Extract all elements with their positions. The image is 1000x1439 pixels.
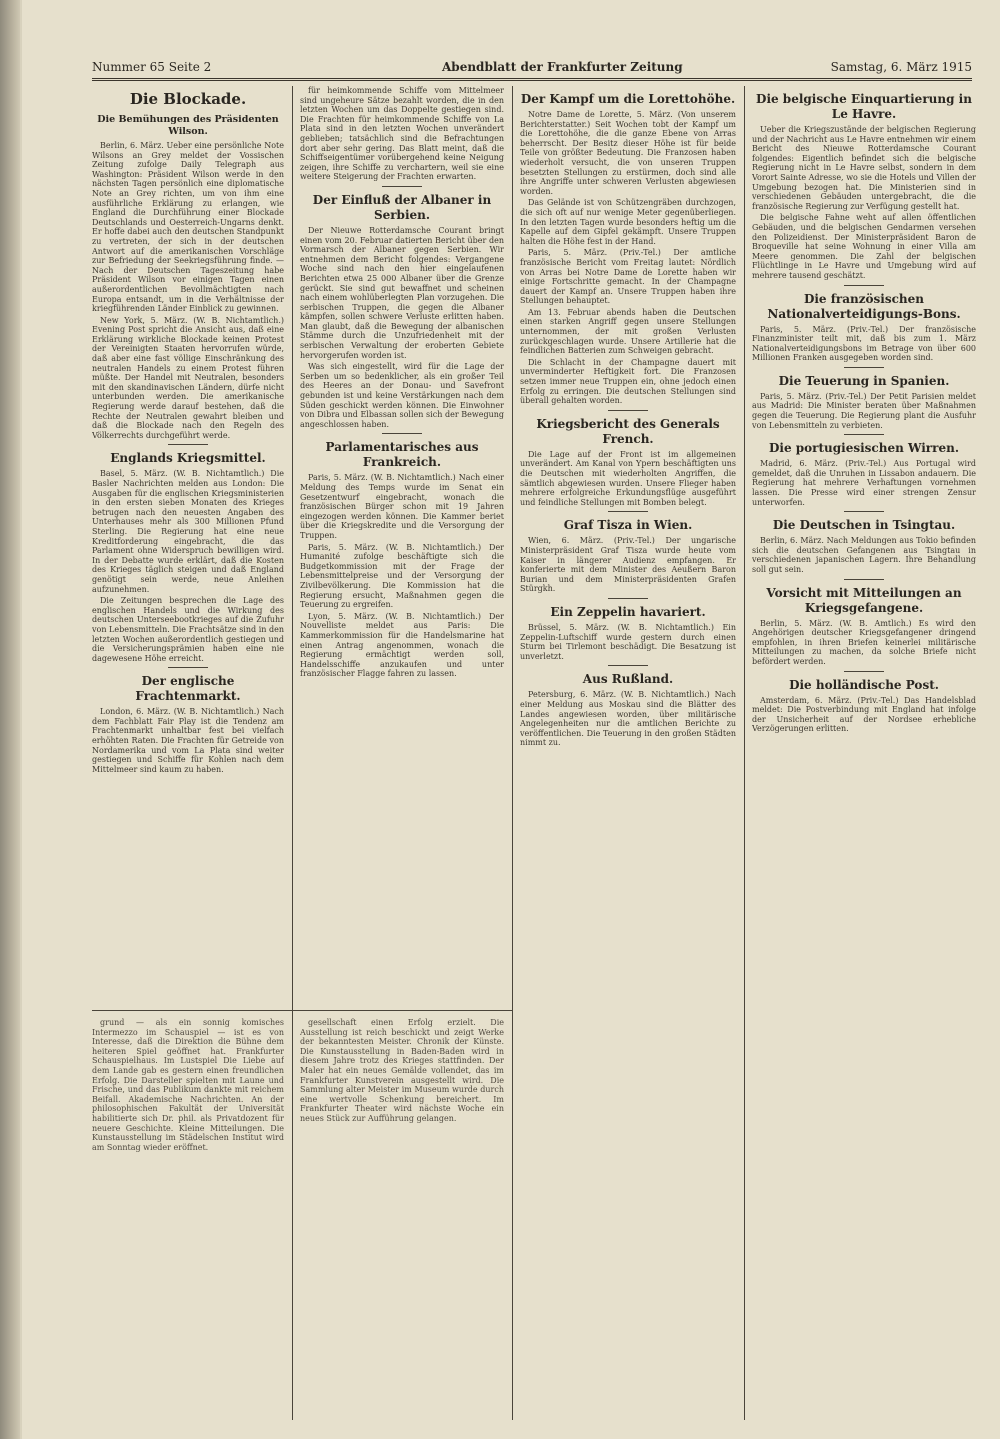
feuilleton-paragraph: gesellschaft einen Erfolg erzielt. Die Ausstellung ist reich beschickt und zeigt Werke der bekanntesten Meister. Chronik der Künste. Die Kunstausstellung in Baden-Baden wird in diesem Jahre trotz des Krieges stattfinden. Der Maler hat ein neues Gemälde vollendet, das im Frankfurter Kunstverein ausgestellt wird. Die Sammlung alter Meister im Museum wurde durch eine wertvolle Schenkung bereichert. Im Frankfurter Theater wird nächste Woche ein neues Stück zur Aufführung gelangen. (300, 1018, 504, 1123)
masthead (92, 56, 972, 81)
book-binding-edge (0, 0, 20, 1439)
article-paragraph: Die Schlacht in der Champagne dauert mit unverminderter Heftigkeit fort. Die Franzosen setzen immer neue Truppen ein, ohne jedoch einen Erfolg zu erringen. Die deutschen Stellungen sind überall gehalten worden. (520, 357, 736, 406)
headline-teuerung-spanien: Die Teuerung in Spanien. (778, 373, 950, 388)
headline-lorettohoehe: Der Kampf um die Lorettohöhe. (520, 92, 736, 106)
article-paragraph: Paris, 5. März. (Priv.-Tel.) Der amtliche französische Bericht vom Freitag lautet: Nördlich von Arras bei Notre Dame de Lorette haben wir einige Fortschritte gemacht. In der Champagne dauert der Kampf an. Unsere Truppen haben ihre Stellungen behauptet. (520, 248, 736, 306)
separator (382, 186, 422, 187)
issue-number: Nummer 65 Seite 2 (92, 60, 212, 74)
separator (608, 598, 648, 599)
article-paragraph: Amsterdam, 6. März. (Priv.-Tel.) Das Handelsblad meldet: Die Postverbindung mit England hat infolge der Unsicherheit auf der Nordsee erhebliche Verzögerungen erlitten. (752, 695, 976, 734)
issue-date: Samstag, 6. März 1915 (830, 60, 972, 74)
newspaper-page (22, 0, 1000, 1439)
article-paragraph: Paris, 5. März. (W. B. Nichtamtlich.) Der Humanité zufolge beschäftigte sich die Budgetkommission mit der Frage der Lebensmittelpreise und der Versorgung der Zivilbevölkerung. Die Kommission hat die Regierung ersucht, Maßnahmen gegen die Teuerung zu ergreifen. (300, 542, 504, 610)
article-paragraph: Die Zeitungen besprechen die Lage des englischen Handels und die Wirkung des deutschen Unterseebootkrieges auf die Zufuhr von Lebensmitteln. Die Frachtsätze sind in den letzten Wochen außerordentlich gestiegen und die Versicherungsprämien haben eine nie dagewesene Höhe erreicht. (92, 596, 284, 663)
headline-albaner-serbien: Der Einfluß der Albaner in Serbien. (312, 192, 492, 222)
feuilleton-paragraph: grund — als ein sonnig komisches Intermezzo im Schauspiel — ist es von Interesse, daß die Direktion die Bühne dem heiteren Spiel geöffnet hat. Frankfurter Schauspielhaus. Im Lustspiel Die Liebe auf dem Lande gab es gestern einen freundlichen Erfolg. Die Darsteller spielten mit Laune und Frische, und das Publikum dankte mit reichem Beifall. Akademische Nachrichten. An der philosophischen Fakultät der Universität habilitierte sich Dr. phil. als Privatdozent für neuere Geschichte. Kleine Mitteilungen. Die Kunstausstellung im Städelschen Institut wird am Sonntag wieder eröffnet. (92, 1018, 284, 1152)
article-paragraph: Berlin, 6. März. Ueber eine persönliche Note Wilsons an Grey meldet der Vossischen Zeitung zufolge Daily Telegraph aus Washington: Präsident Wilson werde in den nächsten Tagen persönlich eine diplomatische Note an Grey richten, um von ihm eine ausführliche Erklärung zu erlangen, wie England die Durchführung einer Blockade Deutschlands und Oesterreich-Ungarns denkt. Er hoffe dabei auch den deutschen Standpunkt zu vertreten, der sich in der deutschen Antwort auf die amerikanischen Vorschläge zur Befriedung der Seekriegsführung finde. — Nach der Deutschen Tageszeitung habe Präsident Wilson vor einigen Tagen einen außerordentlichen Bevollmächtigten nach Europa entsandt, um in die Verhältnisse der kriegführenden Länder Einblick zu gewinnen. (92, 141, 284, 314)
headline-englands-kriegsmittel: Englands Kriegsmittel. (110, 451, 266, 466)
article-paragraph: New York, 5. März. (W. B. Nichtamtlich.) Evening Post spricht die Ansicht aus, daß eine Erklärung wirkliche Blockade keinen Protest der Vereinigten Staaten hervorrufen würde, daß aber eine fast völlige Einschränkung des neutralen Handels zu einem Protest führen müßte. Der Handel mit Neutralen, besonders mit den skandinavischen Ländern, dürfe nicht unterbunden werden. Die amerikanische Regierung werde darauf bestehen, daß die Rechte der Neutralen gewahrt bleiben und daß die Blockade nach den Regeln des Völkerrechts durchgeführt werde. (92, 315, 284, 440)
article-paragraph: Der Nieuwe Rotterdamsche Courant bringt einen vom 20. Februar datierten Bericht über den Vormarsch der Albaner gegen Serbien. Wir entnehmen dem Bericht folgendes: Vergangene Woche sind nach den hier eingelaufenen Berichten etwa 25 000 Albaner über die Grenze gerückt. Sie sind gut bewaffnet und scheinen nach einem wohlüberlegten Plan vorzugehen. Die serbischen Truppen, die gegen die Albaner kämpfen, sollen schwere Verluste erlitten haben. Man glaubt, daß die Bewegung der albanischen Stämme durch die Unzufriedenheit mit der serbischen Verwaltung der eroberten Gebiete hervorgerufen worden ist. (300, 225, 504, 360)
separator (844, 511, 884, 512)
article-paragraph: Paris, 5. März. (W. B. Nichtamtlich.) Nach einer Meldung des Temps wurde im Senat ein Gesetzentwurf eingebracht, wonach die französischen Bürger schon mit 19 Jahren eingezogen werden können. Die Kammer beriet über die Kriegskredite und die Versorgung der Truppen. (300, 473, 504, 540)
article-paragraph: Basel, 5. März. (W. B. Nichtamtlich.) Die Basler Nachrichten melden aus London: Die Ausgaben für die englischen Kriegsministerien in den ersten sieben Monaten des Krieges betrugen nach den neuesten Angaben des Unterhauses mehr als 300 Millionen Pfund Sterling. Die Regierung hat eine neue Kreditforderung eingebracht, die das Parlament ohne Widerspruch bewilligen wird. In der Debatte wurde erklärt, daß die Kosten des Krieges täglich steigen und daß England genötigt sein werde, neue Anleihen aufzunehmen. (92, 469, 284, 594)
separator (844, 285, 884, 286)
article-paragraph: Ueber die Kriegszustände der belgischen Regierung und der Nachricht aus Le Havre entnehmen wir einem Bericht des Nieuwe Rotterdamsche Courant folgendes: Eigentlich befindet sich die belgische Regierung nicht in Le Havre selbst, sondern in dem Vorort Sainte Adresse, wo sie die Hotels und Villen der Umgebung bezogen hat. Die Ministerien sind in verschiedenen Gebäuden untergebracht, die die französische Regierung zur Verfügung gestellt hat. (752, 125, 976, 211)
article-paragraph: Madrid, 6. März. (Priv.-Tel.) Aus Portugal wird gemeldet, daß die Unruhen in Lissabon andauern. Die Regierung hat mehrere Verhaftungen vornehmen lassen. Die Presse wird einer strengen Zensur unterworfen. (752, 459, 976, 507)
article-paragraph: Berlin, 6. März. Nach Meldungen aus Tokio befinden sich die deutschen Gefangenen aus Tsingtau in verschiedenen japanischen Lagern. Ihre Behandlung soll gut sein. (752, 536, 976, 574)
feuilleton-middle (300, 1018, 504, 1418)
headline-frachtenmarkt: Der englische Frachtenmarkt. (135, 674, 241, 704)
article-paragraph: Paris, 5. März. (Priv.-Tel.) Der Petit Parisien meldet aus Madrid: Die Minister beraten über Maßnahmen gegen die Teuerung. Die Regierung plant die Ausfuhr von Lebensmitteln zu verbieten. (752, 391, 976, 430)
separator (168, 444, 208, 445)
article-paragraph: Wien, 6. März. (Priv.-Tel.) Der ungarische Ministerpräsident Graf Tisza wurde heute vom Kaiser in längerer Audienz empfangen. Er konferierte mit dem Minister des Aeußern Baron Burian und dem Ministerpräsidenten Grafen Stürgkh. (520, 536, 736, 594)
feuilleton-left (92, 1018, 284, 1418)
separator (608, 511, 648, 512)
article-paragraph: Paris, 5. März. (Priv.-Tel.) Der französische Finanzminister teilt mit, daß bis zum 1. März Nationalverteidigungsbons im Betrage von über 600 Millionen Franken ausgegeben worden sind. (752, 324, 976, 363)
column-rule (744, 86, 745, 1420)
article-paragraph: Die Lage auf der Front ist im allgemeinen unverändert. Am Kanal von Ypern beschäftigten uns die Deutschen mit wiederholten Angriffen, die sämtlich abgewiesen wurden. Unsere Flieger haben mehrere erfolgreiche Erkundungsflüge ausgeführt und feindliche Stellungen mit Bomben belegt. (520, 449, 736, 507)
article-paragraph: Was sich eingestellt, wird für die Lage der Serben um so bedenklicher, als ein großer Teil des Heeres an der Donau- und Savefront gebunden ist und keine Verstärkungen nach dem Süden geschickt werden können. Die Einwohner von Dibra und Elbassan sollen sich der Bewegung angeschlossen haben. (300, 362, 504, 429)
headline-parlamentarisches-frankreich: Parlamentarisches aus Frankreich. (325, 440, 479, 470)
column-4 (752, 86, 976, 1420)
headline-zeppelin: Ein Zeppelin havariert. (550, 604, 706, 619)
column-2 (300, 86, 504, 1006)
article-paragraph: London, 6. März. (W. B. Nichtamtlich.) Nach dem Fachblatt Fair Play ist die Tendenz am Frachtenmarkt unhaltbar fest bei vielfach erhöhten Raten. Die Frachten für Getreide von Nordamerika und vom La Plata sind weiter gestiegen und Schiffe für Kohlen nach dem Mittelmeer sind kaum zu haben. (92, 707, 284, 774)
headline-tsingtau: Die Deutschen in Tsingtau. (772, 518, 956, 533)
newspaper-title: Abendblatt der Frankfurter Zeitung (442, 60, 683, 74)
column-rule (292, 86, 293, 1420)
subheadline-wilson: Die Bemühungen des Präsidenten Wilson. (97, 114, 279, 137)
column-1 (92, 86, 284, 1006)
headline-kriegsgefangene: Vorsicht mit Mitteilungen an Kriegsgefangene. (766, 585, 962, 615)
article-paragraph: Am 13. Februar abends haben die Deutschen einen starken Angriff gegen unsere Stellungen unternommen, der mit großen Verlusten zurückgeschlagen wurde. Unsere Artillerie hat die feindlichen Batterien zum Schweigen gebracht. (520, 307, 736, 356)
headline-hollaendische-post: Die holländische Post. (789, 677, 939, 692)
column-3 (520, 86, 736, 1420)
article-paragraph: Die belgische Fahne weht auf allen öffentlichen Gebäuden, und die belgischen Gendarmen versehen den Polizeidienst. Der Ministerpräsident Baron de Broqueville hat seine Wohnung in einer Villa am Meere genommen. Die Zahl der belgischen Flüchtlinge in Le Havre und Umgebung wird auf mehrere tausend geschätzt. (752, 213, 976, 280)
article-paragraph: für heimkommende Schiffe vom Mittelmeer sind ungeheure Sätze bezahlt worden, die in den letzten Wochen um das Doppelte gestiegen sind. Die Frachten für heimkommende Schiffe von La Plata sind in den letzten Wochen unverändert geblieben; tatsächlich sind die Befrachtungen dort aber sehr gering. Das Blatt meint, daß die Schiffseigentümer vorübergehend keine Neigung zeigen, ihre Schiffe zu verchartern, weil sie eine weitere Steigerung der Frachten erwarten. (300, 86, 504, 182)
separator (608, 665, 648, 666)
separator (168, 667, 208, 668)
headline-nationalverteidigungs-bons: Die französischen Nationalverteidigungs-Bons. (767, 291, 961, 321)
article-paragraph: Lyon, 5. März. (W. B. Nichtamtlich.) Der Nouvelliste meldet aus Paris: Die Kammerkommission für die Handelsmarine hat einen Antrag angenommen, wonach die Regierung ermächtigt werden soll, Handelsschiffe anzukaufen und unter französischer Flagge fahren zu lassen. (300, 611, 504, 679)
separator (844, 367, 884, 368)
headline-tisza-wien: Graf Tisza in Wien. (563, 518, 693, 533)
headline-portugiesische-wirren: Die portugiesischen Wirren. (769, 441, 959, 456)
separator (608, 410, 648, 411)
article-paragraph: Brüssel, 5. März. (W. B. Nichtamtlich.) Ein Zeppelin-Luftschiff wurde gestern durch einen Sturm bei Tirlemont beschädigt. Die Besatzung ist unverletzt. (520, 622, 736, 661)
separator (844, 671, 884, 672)
article-paragraph: Berlin, 5. März. (W. B. Amtlich.) Es wird den Angehörigen deutscher Kriegsgefangener dringend empfohlen, in ihren Briefen keinerlei militärische Mitteilungen zu machen, da solche Briefe nicht befördert werden. (752, 618, 976, 666)
headline-russland: Aus Rußland. (582, 672, 674, 687)
article-paragraph: Das Gelände ist von Schützengräben durchzogen, die sich oft auf nur wenige Meter gegenüberliegen. In den letzten Tagen wurde besonders heftig um die Kapelle auf dem Gipfel gekämpft. Unsere Truppen halten die Höhe fest in der Hand. (520, 198, 736, 246)
separator (844, 434, 884, 435)
feuilleton-rule (92, 1010, 512, 1011)
headline-blockade: Die Blockade. (129, 90, 247, 108)
separator (844, 579, 884, 580)
article-paragraph: Petersburg, 6. März. (W. B. Nichtamtlich.) Nach einer Meldung aus Moskau sind die Blätter des Landes angewiesen worden, über militärische Angelegenheiten nur die amtlichen Berichte zu veröffentlichen. Die Teuerung in den großen Städten nimmt zu. (520, 690, 736, 748)
column-rule (512, 86, 513, 1420)
headline-le-havre: Die belgische Einquartierung in Le Havre. (756, 92, 972, 121)
separator (382, 433, 422, 434)
headline-general-french: Kriegsbericht des Generals French. (536, 416, 720, 446)
article-paragraph: Notre Dame de Lorette, 5. März. (Von unserem Berichterstatter.) Seit Wochen tobt der Kampf um die Lorettohöhe, die die ganze Ebene von Arras beherrscht. Der Besitz dieser Höhe ist für beide Teile von größter Bedeutung. Die Franzosen haben wiederholt versucht, die von unseren Truppen besetzten Stellungen zu erstürmen, doch sind alle ihre Angriffe unter schweren Verlusten abgewiesen worden. (520, 110, 736, 196)
